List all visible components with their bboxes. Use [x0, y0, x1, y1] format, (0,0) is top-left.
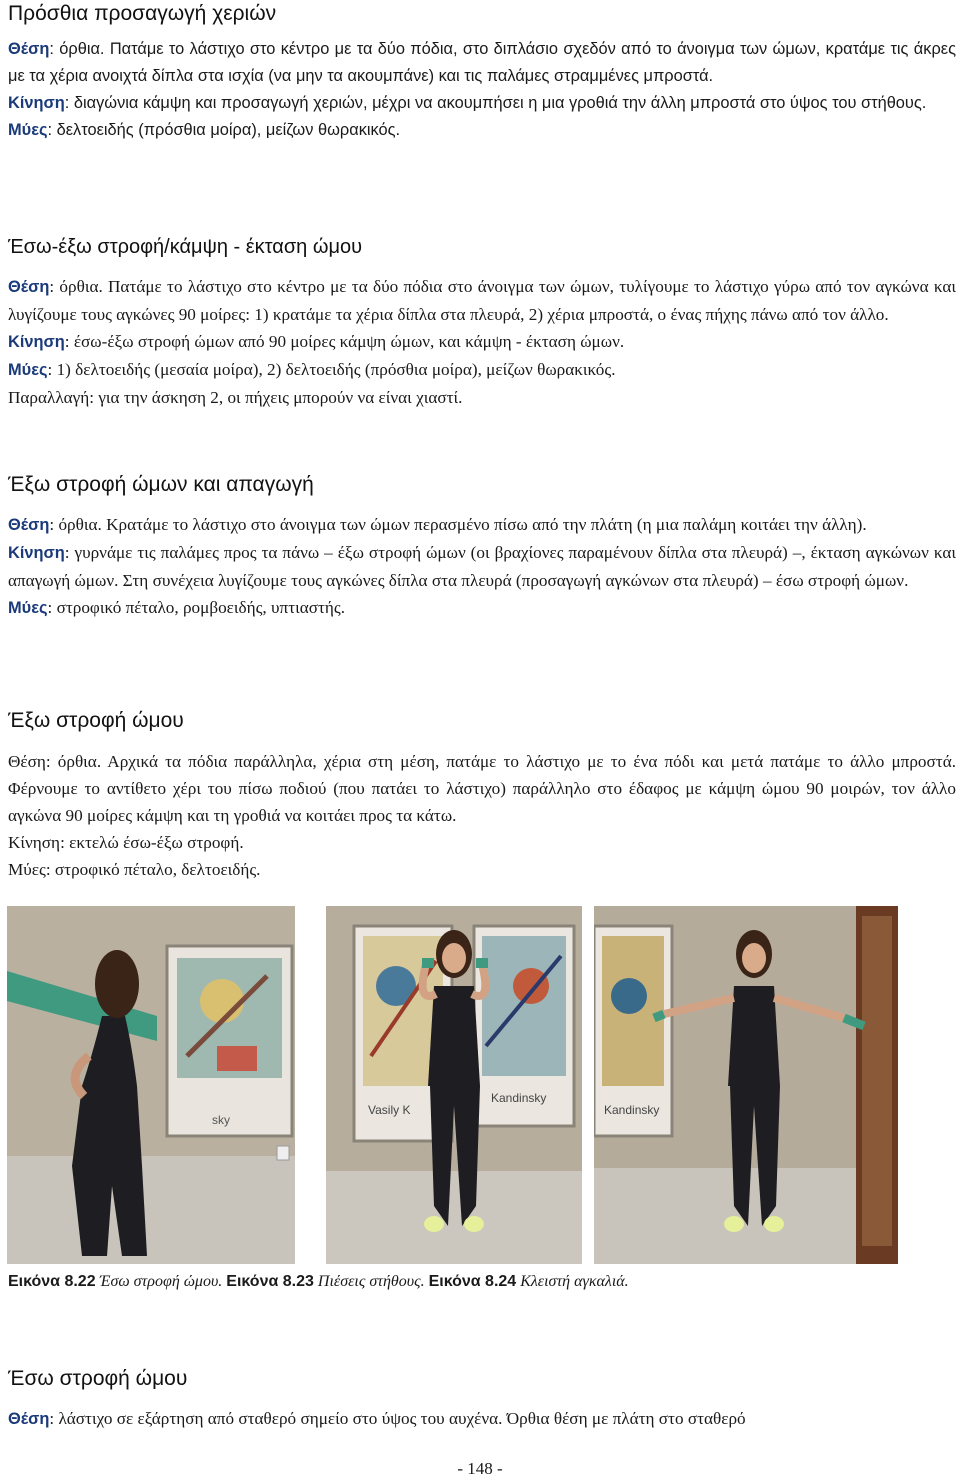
paragraph-text: : στροφικό πέταλο, δελτοειδής.	[45, 860, 261, 879]
paragraph-position	[8, 36, 956, 90]
paragraph-text: : λάστιχο σε εξάρτηση από σταθερό σημείο στο ύψος του αυχένα. Όρθια θέση με πλάτη στο σταθερό	[49, 1409, 746, 1428]
label: Μύες	[8, 121, 48, 139]
poster-text: Vasily K	[368, 1103, 411, 1117]
paragraph-movement	[8, 90, 956, 117]
paragraph-position	[8, 273, 956, 328]
paragraph-muscles	[8, 356, 956, 384]
photo-illustration	[326, 906, 582, 1264]
caption-label: Εικόνα 8.23	[226, 1273, 314, 1290]
section-body	[8, 748, 956, 883]
paragraph-text: : όρθια. Πατάμε το λάστιχο στο κέντρο με τα δύο πόδια, στο διπλάσιο σχεδόν από το άνοιγμα των ώμων, κρατάμε τις άκρες με τα χέρια ανοιχτά δίπλα στα ισχία (να μην τα ακουμπάνε) και τις παλάμες στραμμένες μπροστά.	[8, 40, 956, 85]
caption-label: Εικόνα 8.24	[428, 1273, 517, 1290]
figure-photo-8-23	[326, 906, 582, 1264]
label: Μύες	[8, 599, 48, 617]
paragraph-movement	[8, 539, 956, 594]
section-body	[8, 511, 956, 622]
paragraph-text: : όρθια. Αρχικά τα πόδια παράλληλα, χέρια στη μέση, πατάμε το λάστιχο με το ένα πόδι και μετά πατάμε το άλλο μπροστά. Φέρνουμε το αντίθετο χέρι του πίσω ποδιού (που πατάει το λάστιχο) παράλληλο στο έδαφος με κάμψη ώμου 90 μοιρών, τον άλλο αγκώνα 90 μοίρες κάμψη και τη γροθιά να κοιτάει προς τα κάτω.	[8, 752, 956, 825]
paragraph-text: : έσω-έξω στροφή ώμων από 90 μοίρες κάμψη ώμων, και κάμψη - έκταση ώμων.	[64, 332, 625, 351]
paragraph-text: : 1) δελτοειδής (μεσαία μοίρα), 2) δελτοειδής (πρόσθια μοίρα), μείζων θωρακικός.	[47, 360, 616, 379]
poster-text: Kandinsky	[491, 1091, 547, 1105]
figure-photo-8-22	[7, 906, 295, 1264]
label: Μύες	[8, 361, 48, 379]
section-title: Έσω στροφή ώμου	[8, 1367, 188, 1390]
caption-text: Έσω στροφή ώμου.	[99, 1273, 223, 1290]
poster-text: Kandinsky	[604, 1103, 660, 1117]
paragraph-movement	[8, 328, 956, 356]
label: Κίνηση	[8, 333, 65, 351]
label: Κίνηση	[8, 833, 61, 852]
paragraph-text: : στροφικό πέταλο, ρομβοειδής, υπτιαστής.	[47, 598, 345, 617]
paragraph-position	[8, 1405, 956, 1433]
paragraph-muscles	[8, 856, 956, 883]
paragraph-text: : διαγώνια κάμψη και προσαγωγή χεριών, μέχρι να ακουμπήσει η μια γροθιά την άλλη μπροστά στο ύψος του στήθους.	[64, 94, 927, 112]
caption-text: Κλειστή αγκαλιά.	[520, 1273, 629, 1290]
label: Θέση	[8, 40, 50, 58]
caption-label: Εικόνα 8.22	[8, 1273, 96, 1290]
paragraph-text: : όρθια. Πατάμε το λάστιχο στο κέντρο με τα δύο πόδια στο άνοιγμα των ώμων, τυλίγουμε το λάστιχο γύρω από τον αγκώνα και λυγίζουμε τους αγκώνες 90 μοίρες: 1) κρατάμε τα χέρια δίπλα στα πλευρά, 2) χέρια μπροστά, ο ένας πήχης πάνω από τον άλλο.	[8, 277, 956, 324]
paragraph-position	[8, 511, 956, 539]
section-title: Έσω-έξω στροφή/κάμψη - έκταση ώμου	[8, 236, 363, 258]
paragraph-variation	[8, 384, 956, 411]
photo-illustration	[594, 906, 898, 1264]
section-title: Έξω στροφή ώμων και απαγωγή	[8, 473, 314, 496]
paragraph-movement	[8, 829, 956, 856]
poster-text: sky	[212, 1113, 230, 1127]
paragraph-text: Παραλλαγή: για την άσκηση 2, οι πήχεις μπορούν να είναι χιαστί.	[8, 388, 463, 407]
paragraph-muscles	[8, 594, 956, 622]
paragraph-muscles	[8, 117, 956, 144]
section-body	[8, 273, 956, 411]
figure-photo-8-24	[594, 906, 898, 1264]
section-title: Πρόσθια προσαγωγή χεριών	[8, 2, 277, 25]
page-number: - 148 -	[457, 1459, 503, 1478]
label: Μύες	[8, 860, 46, 879]
section-body	[8, 1405, 956, 1433]
section-title: Έξω στροφή ώμου	[8, 709, 184, 732]
figure-caption	[8, 1273, 629, 1291]
photo-illustration	[7, 906, 295, 1264]
label: Θέση	[8, 752, 46, 771]
label: Κίνηση	[8, 94, 65, 112]
paragraph-text: : γυρνάμε τις παλάμες προς τα πάνω – έξω στροφή ώμων (οι βραχίονες παραμένουν δίπλα στα πλευρά) –, έκταση αγκώνων και απαγωγή ώμων. Στη συνέχεια λυγίζουμε τους αγκώνες δίπλα στα πλευρά (προσαγωγή αγκώνων στα πλευρά) – έσω στροφή ώμων.	[8, 543, 956, 590]
caption-text: Πιέσεις στήθους.	[317, 1273, 425, 1290]
label: Θέση	[8, 516, 50, 534]
paragraph-text: : όρθια. Κρατάμε το λάστιχο στο άνοιγμα των ώμων περασμένο πίσω από την πλάτη (η μια παλάμη κοιτάει την άλλη).	[49, 515, 867, 534]
paragraph-position	[8, 748, 956, 829]
paragraph-text: : δελτοειδής (πρόσθια μοίρα), μείζων θωρακικός.	[47, 121, 401, 139]
label: Θέση	[8, 278, 50, 296]
section-body	[8, 36, 956, 144]
label: Θέση	[8, 1410, 50, 1428]
label: Κίνηση	[8, 544, 65, 562]
paragraph-text: : εκτελώ έσω-έξω στροφή.	[60, 833, 244, 852]
